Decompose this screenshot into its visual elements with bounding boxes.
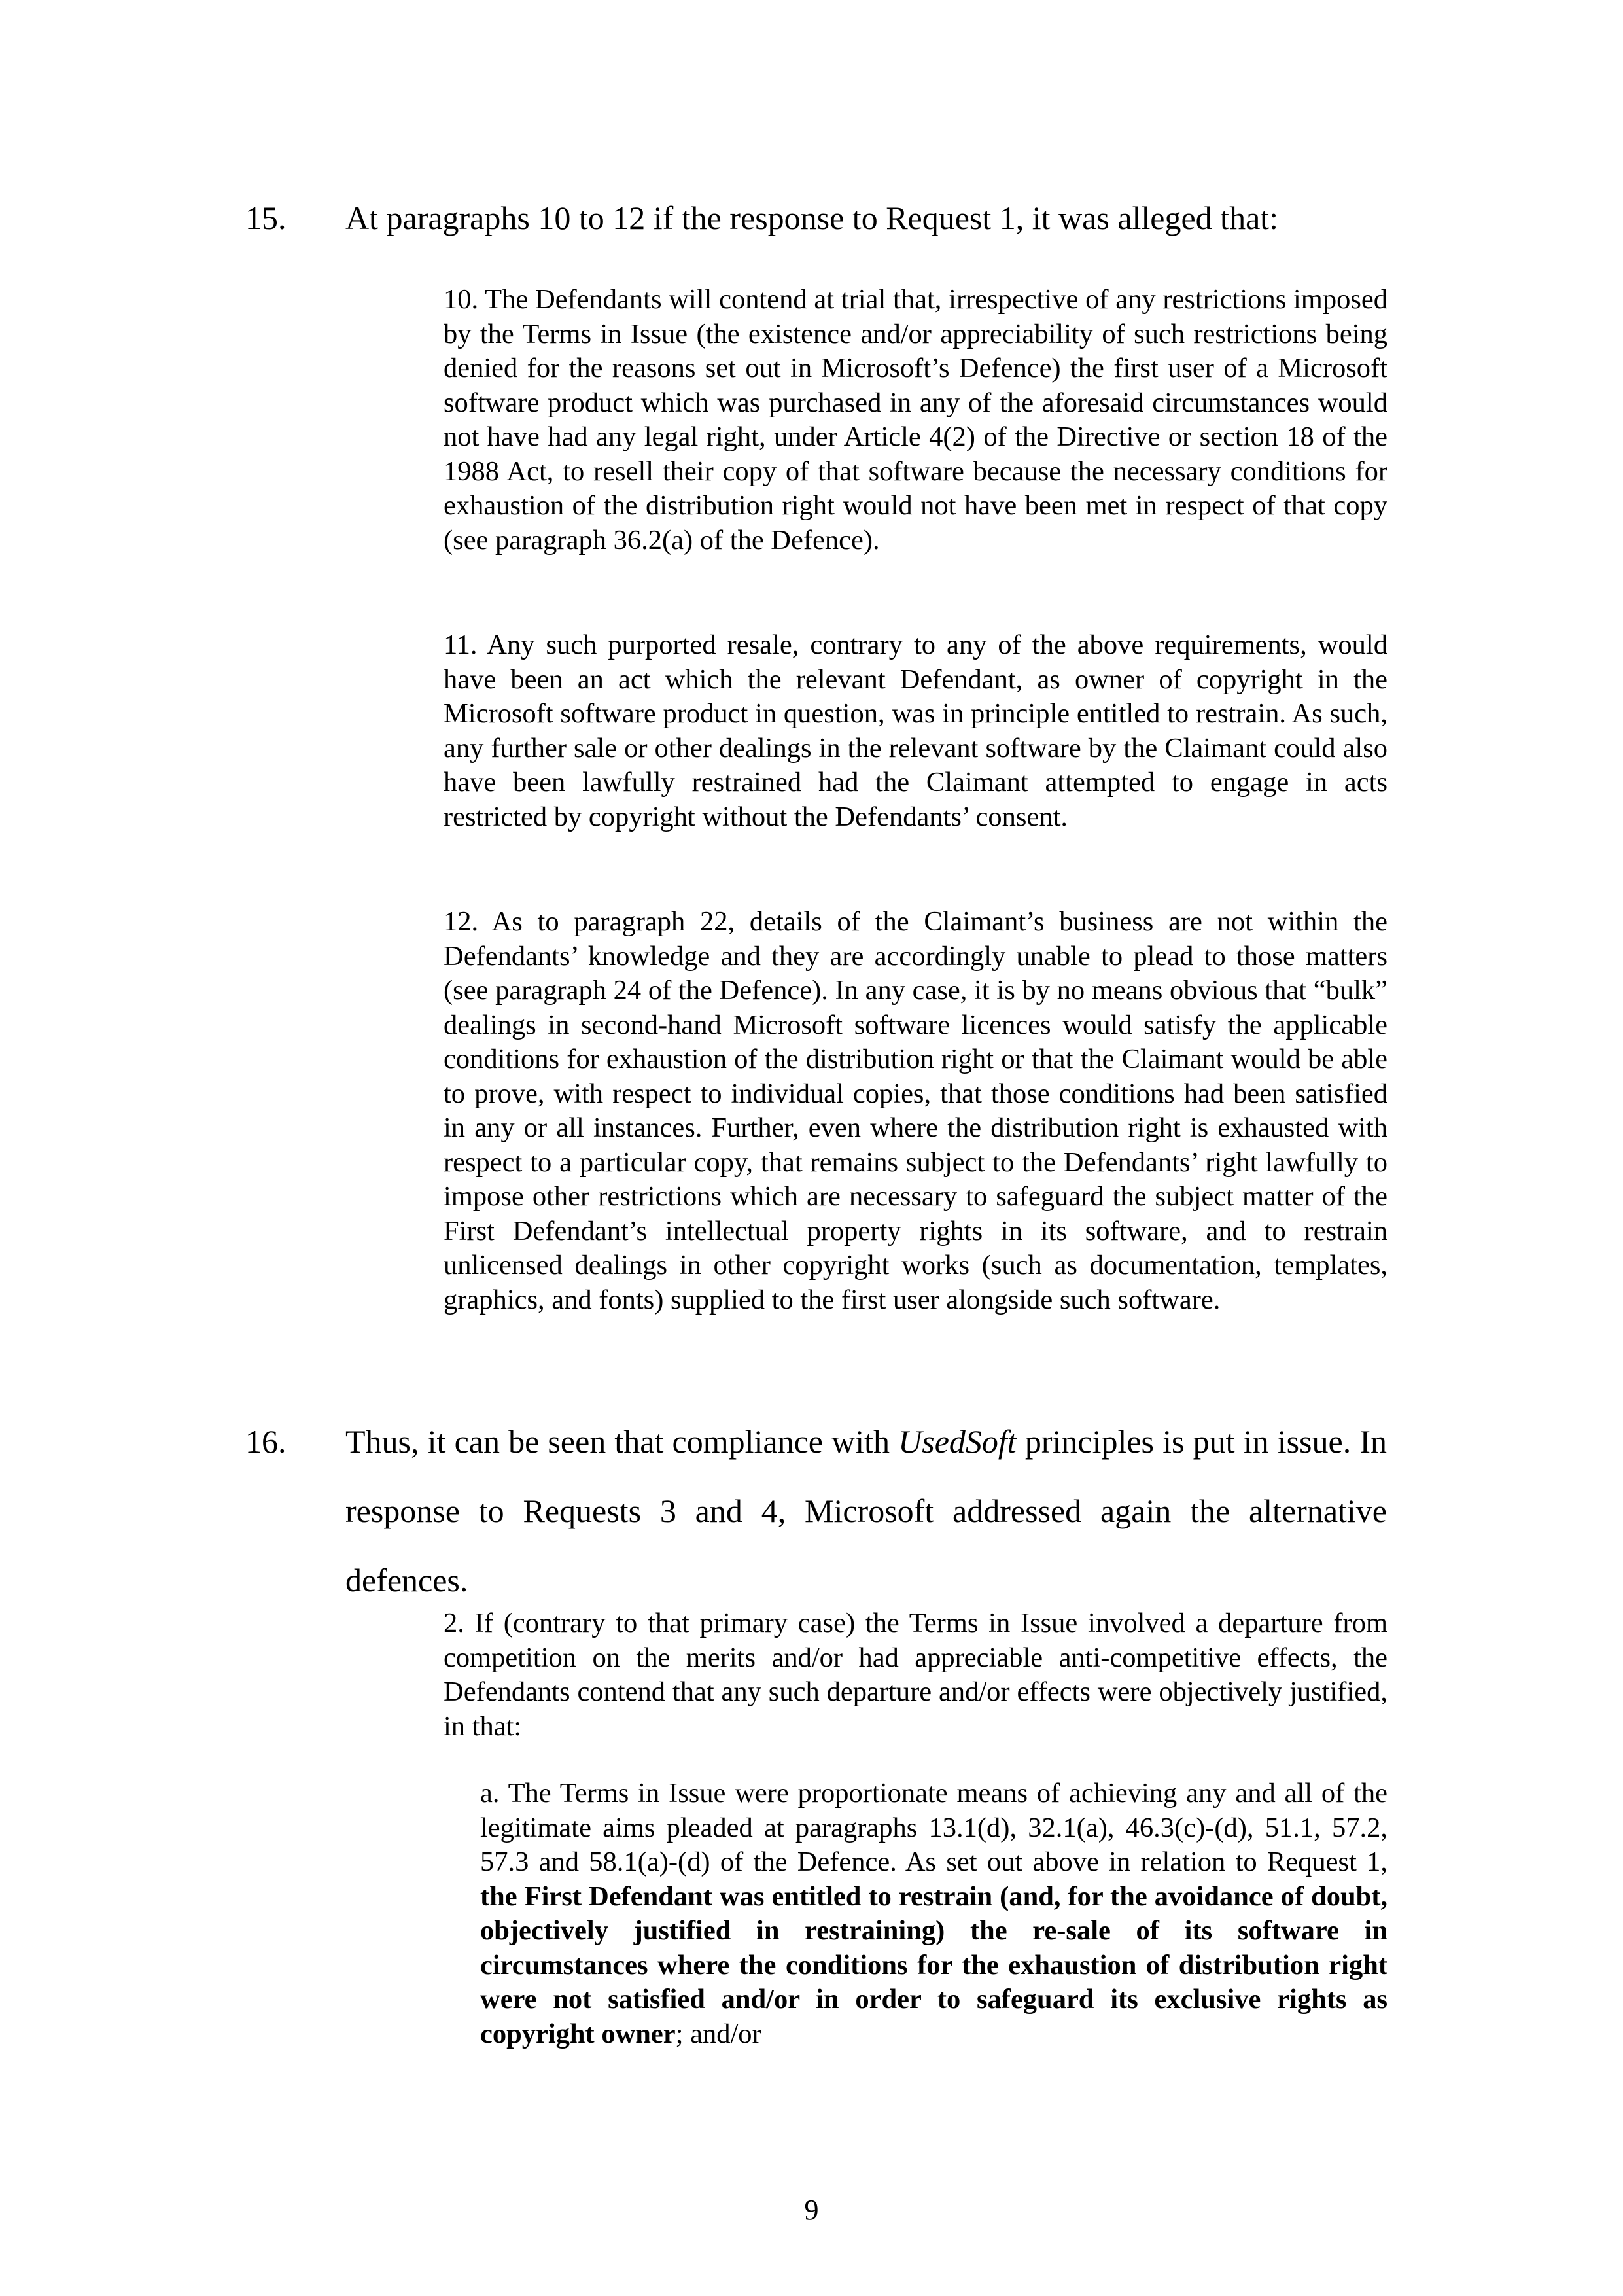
quoted-paragraph-text: The Defendants will contend at trial that, irrespective of any restrictions imposed by the Terms in Issue (the existence and/or appreciability of such restrictions being denied for the reasons set out in Microsoft’s Defence) the first user of a Microsoft software product which was purchased in any of the aforesaid circumstances would not have had any legal right, under Article 4(2) of the Directive or section 18 of the 1988 Act, to resell their copy of that software because the necessary conditions for exhaustion of the distribution right would not have been met in respect of that copy (see paragraph 36.2(a) of the Defence). xyxy=(444,284,1388,556)
quoted-subitem-a xyxy=(480,1776,1387,2051)
quoted-item-text: If (contrary to that primary case) the Terms in Issue involved a departure from competition on the merits and/or had appreciable anti-competitive effects, the Defendants contend that any such departure and/or effects were objectively justified, in that: xyxy=(444,1608,1387,1742)
quoted-subitem-tail: ; and/or xyxy=(675,2018,761,2049)
quoted-paragraph-12 xyxy=(444,905,1387,1317)
quoted-subitem-label: a. xyxy=(480,1778,500,1809)
paragraph-number: 16. xyxy=(245,1423,287,1460)
quoted-paragraph-number: 12. xyxy=(444,906,479,937)
quoted-item-2 xyxy=(444,1606,1387,1744)
quoted-paragraph-text: Any such purported resale, contrary to any of the above requirements, would have been an act which the relevant Defendant, as owner of copyright in the Microsoft software product in question, was in principle entitled to restrain. As such, any further sale or other dealings in the relevant software by the Claimant could also have been lawfully restrained had the Claimant attempted to engage in acts restricted by copyright without the Defendants’ consent. xyxy=(444,629,1387,832)
paragraph-text: At paragraphs 10 to 12 if the response to Request 1, it was alleged that: xyxy=(345,200,1279,236)
quoted-paragraph-number: 11. xyxy=(444,629,478,660)
quoted-paragraph-number: 10. xyxy=(444,284,479,315)
quoted-subitem-text: The Terms in Issue were proportionate means of achieving any and all of the legitimate aims pleaded at paragraphs 13.1(d), 32.1(a), 46.3(c)-(d), 51.1, 57.2, 57.3 and 58.1(a)-(d) of the Defence. As set out above in relation to Request 1, xyxy=(480,1778,1388,1877)
case-name-usedsoft: UsedSoft xyxy=(898,1423,1017,1460)
paragraph-text-start: Thus, it can be seen that compliance with xyxy=(345,1423,899,1460)
quoted-subitem-emphasis: the First Defendant was entitled to restrain (and, for the avoidance of doubt, objectively justified in restraining) the re-sale of its software in circumstances where the conditions for the exhaustion of distribution right were not satisfied and/or in order to safeguard its exclusive rights as copyright owner xyxy=(480,1881,1387,2049)
quoted-paragraph-11 xyxy=(444,628,1387,834)
quoted-paragraph-text: As to paragraph 22, details of the Claimant’s business are not within the Defendants’ knowledge and they are accordingly unable to plead to those matters (see paragraph 24 of the Defence). In any case, it is by no means obvious that “bulk” dealings in second-hand Microsoft software licences would satisfy the applicable conditions for exhaustion of the distribution right or that the Claimant would be able to prove, with respect to individual copies, that those conditions had been satisfied in any or all instances. Further, even where the distribution right is exhausted with respect to a particular copy, that remains subject to the Defendants’ right lawfully to impose other restrictions which are necessary to safeguard the subject matter of the First Defendant’s intellectual property rights in its software, and to restrain unlicensed dealings in other copyright works (such as documentation, templates, graphics, and fonts) supplied to the first user alongside such software. xyxy=(444,906,1387,1315)
page-number: 9 xyxy=(804,2194,819,2226)
quoted-item-number: 2. xyxy=(444,1608,464,1638)
paragraph-text-end: principles is put in issue. In response to Requests 3 and 4, Microsoft addressed again the alternative defences. xyxy=(345,1423,1387,1598)
paragraph-number: 15. xyxy=(245,200,287,236)
quoted-paragraph-10 xyxy=(444,283,1387,557)
paragraph-text xyxy=(345,1407,1387,1615)
